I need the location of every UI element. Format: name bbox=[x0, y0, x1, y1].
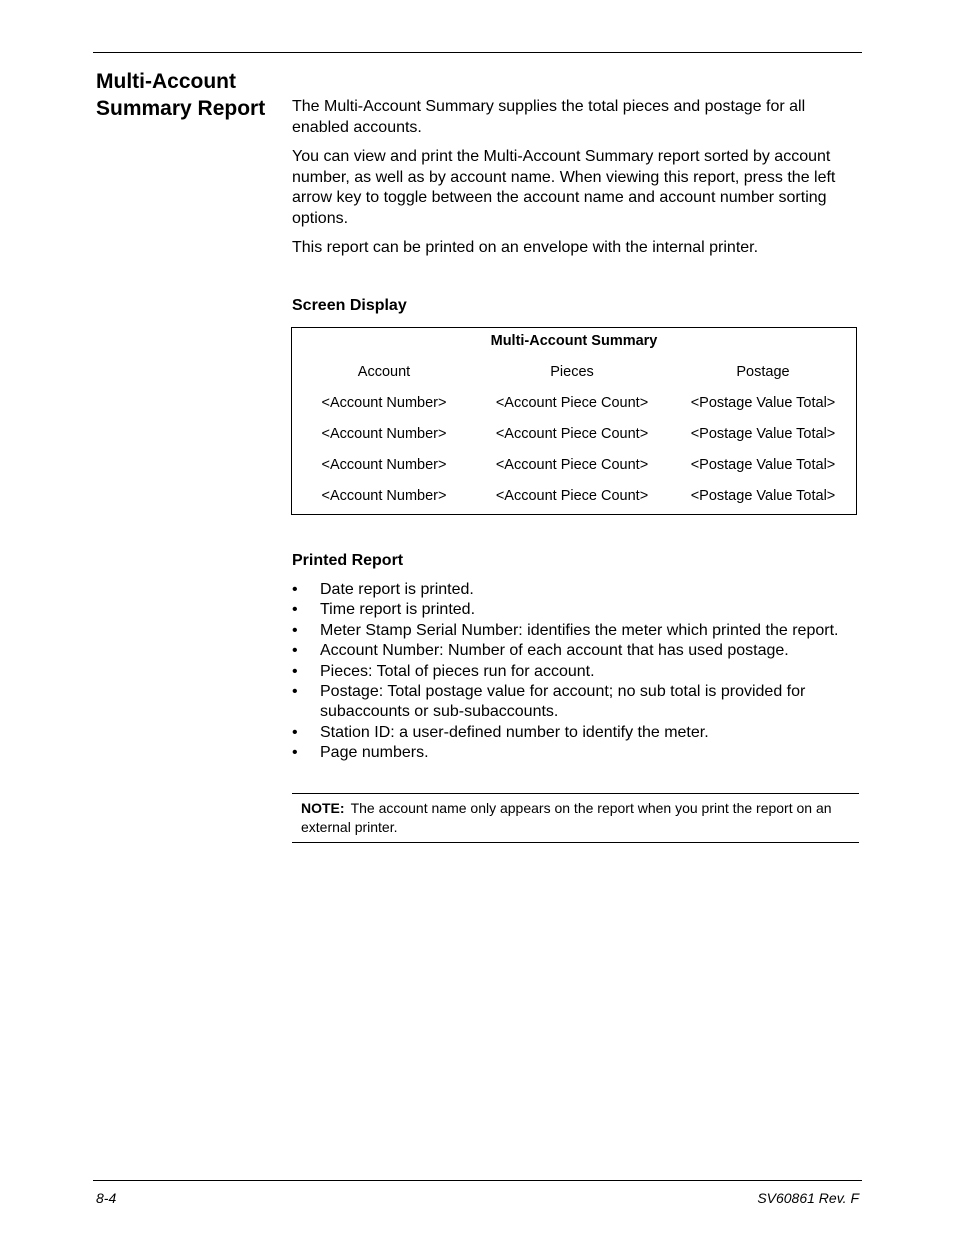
printed-report-heading: Printed Report bbox=[292, 552, 404, 569]
screen-display-box bbox=[291, 327, 857, 515]
intro-paragraph: The Multi-Account Summary supplies the total pieces and postage for all enabled accounts. bbox=[292, 98, 806, 136]
list-item: • Account Number: Number of each account that has used postage. bbox=[292, 641, 858, 661]
postage-total-cell: <Postage Value Total> bbox=[690, 426, 836, 442]
table-row bbox=[292, 395, 856, 415]
list-item: • Station ID: a user-defined number to identify the meter. bbox=[292, 723, 858, 743]
column-header-pieces: Pieces bbox=[550, 364, 594, 380]
intro-paragraph: This report can be printed on an envelope with the internal printer. bbox=[292, 239, 759, 256]
section-title: Multi-Account Summary Report bbox=[96, 70, 266, 120]
account-number-cell: <Account Number> bbox=[321, 488, 447, 504]
list-item: • Meter Stamp Serial Number: identifies the meter which printed the report. bbox=[292, 621, 858, 641]
account-number-cell: <Account Number> bbox=[321, 395, 447, 411]
intro-text bbox=[292, 97, 858, 268]
piece-count-cell: <Account Piece Count> bbox=[495, 395, 649, 411]
screen-header-row bbox=[292, 364, 856, 384]
piece-count-cell: <Account Piece Count> bbox=[495, 457, 649, 473]
piece-count-cell: <Account Piece Count> bbox=[495, 488, 649, 504]
postage-total-cell: <Postage Value Total> bbox=[690, 457, 836, 473]
list-item: • Time report is printed. bbox=[292, 600, 858, 620]
list-item: • Postage: Total postage value for account; no sub total is provided for subaccounts or sub-subaccounts. bbox=[292, 682, 858, 723]
table-row bbox=[292, 488, 856, 508]
screen-title: Multi-Account Summary bbox=[490, 333, 658, 349]
top-rule bbox=[93, 52, 862, 53]
postage-total-cell: <Postage Value Total> bbox=[690, 395, 836, 411]
piece-count-cell: <Account Piece Count> bbox=[495, 426, 649, 442]
note-label: NOTE: bbox=[301, 800, 345, 816]
intro-paragraph: You can view and print the Multi-Account Summary report sorted by account number, as well as by account name. When viewing this report, press the left arrow key to toggle between the account name and account number sorting options. bbox=[292, 148, 836, 227]
column-header-postage: Postage bbox=[736, 364, 790, 380]
note-text: The account name only appears on the report when you print the report on an external printer. bbox=[301, 800, 832, 835]
postage-total-cell: <Postage Value Total> bbox=[690, 488, 836, 504]
list-item: • Pieces: Total of pieces run for account. bbox=[292, 662, 858, 682]
column-header-account: Account bbox=[357, 364, 411, 380]
account-number-cell: <Account Number> bbox=[321, 426, 447, 442]
table-row bbox=[292, 426, 856, 446]
page-number: 8-4 bbox=[96, 1190, 117, 1206]
table-row bbox=[292, 457, 856, 477]
screen-display-heading: Screen Display bbox=[292, 297, 407, 314]
account-number-cell: <Account Number> bbox=[321, 457, 447, 473]
list-item: • Page numbers. bbox=[292, 743, 858, 763]
printed-report-list bbox=[292, 580, 858, 764]
note-box bbox=[292, 793, 859, 843]
bottom-rule bbox=[93, 1180, 862, 1181]
document-id: SV60861 Rev. F bbox=[757, 1190, 859, 1206]
list-item: • Date report is printed. bbox=[292, 580, 858, 600]
